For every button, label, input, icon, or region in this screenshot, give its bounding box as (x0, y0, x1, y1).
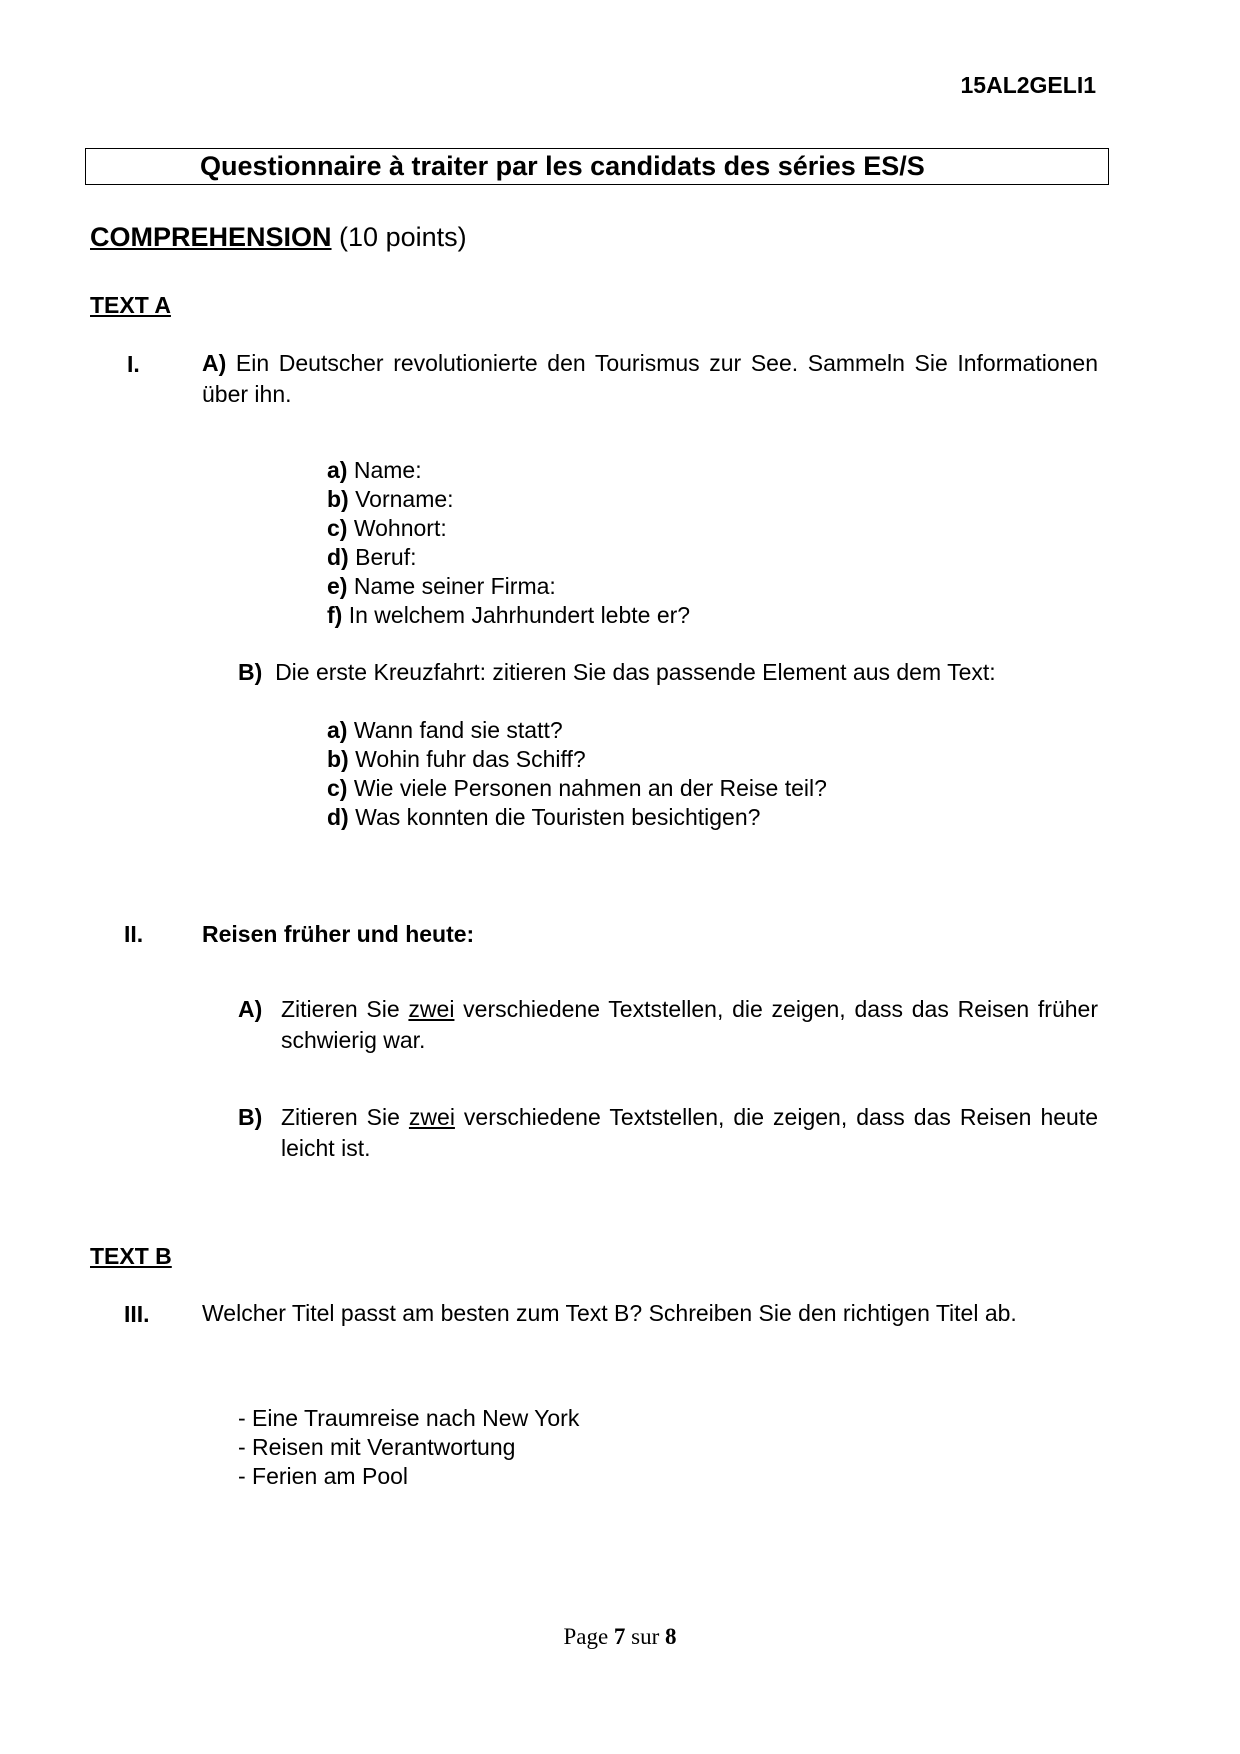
list-item: e) Name seiner Firma: (327, 573, 556, 599)
question-1a-label: A) (202, 350, 227, 376)
list-item: c) Wohnort: (327, 515, 447, 541)
question-2a-label: A) (238, 996, 263, 1022)
list-item: a) Wann fand sie statt? (327, 717, 563, 743)
question-1-number: I. (127, 351, 140, 377)
comprehension-points: (10 points) (339, 222, 467, 252)
page-sur: sur (631, 1624, 660, 1649)
questionnaire-banner (85, 148, 1109, 185)
list-item: b) Vorname: (327, 486, 454, 512)
question-3-options (238, 1404, 579, 1491)
question-2-title: Reisen früher und heute: (202, 921, 475, 947)
question-1b-items (327, 716, 827, 832)
comprehension-label: COMPREHENSION (90, 222, 332, 252)
question-1b-text: Die erste Kreuzfahrt: zitieren Sie das passende Element aus dem Text: (275, 659, 996, 685)
list-item: d) Was konnten die Touristen besichtigen? (327, 804, 761, 830)
question-1a-text: Ein Deutscher revolutionierte den Tourismus zur See. Sammeln Sie Informationen über ihn. (202, 350, 1099, 407)
text-a-heading: TEXT A (90, 292, 171, 318)
question-2-number: II. (124, 921, 144, 947)
list-item: c) Wie viele Personen nahmen an der Reise teil? (327, 775, 827, 801)
question-2b-text: Zitieren Sie zwei verschiedene Textstellen, die zeigen, dass das Reisen heute leicht ist. (281, 1104, 1098, 1161)
question-2a-text: Zitieren Sie zwei verschiedene Textstellen, die zeigen, dass das Reisen früher schwierig war. (281, 996, 1098, 1053)
question-1b-label: B) (238, 659, 263, 685)
question-1a-items (327, 456, 690, 630)
comprehension-heading (90, 222, 467, 253)
question-2b (238, 1102, 1098, 1164)
banner-title: Questionnaire à traiter par les candidats des séries ES/S (200, 151, 925, 181)
question-1a (202, 348, 1098, 410)
page-number: 7 (613, 1624, 626, 1649)
question-3-number: III. (124, 1301, 150, 1327)
list-item: - Reisen mit Verantwortung (238, 1434, 516, 1460)
question-2b-label: B) (238, 1104, 263, 1130)
text-b-heading: TEXT B (90, 1243, 172, 1269)
question-2a (238, 994, 1098, 1056)
page-total: 8 (665, 1624, 677, 1649)
list-item: f) In welchem Jahrhundert lebte er? (327, 602, 691, 628)
list-item: - Eine Traumreise nach New York (238, 1405, 580, 1431)
list-item: a) Name: (327, 457, 422, 483)
question-1b (238, 658, 996, 687)
page-footer (0, 1624, 1240, 1650)
question-3-text: Welcher Titel passt am besten zum Text B? Schreiben Sie den richtigen Titel ab. (202, 1300, 1017, 1326)
list-item: b) Wohin fuhr das Schiff? (327, 746, 586, 772)
document-code: 15AL2GELI1 (960, 72, 1096, 98)
list-item: - Ferien am Pool (238, 1463, 409, 1489)
list-item: d) Beruf: (327, 544, 417, 570)
page-word: Page (563, 1624, 609, 1649)
